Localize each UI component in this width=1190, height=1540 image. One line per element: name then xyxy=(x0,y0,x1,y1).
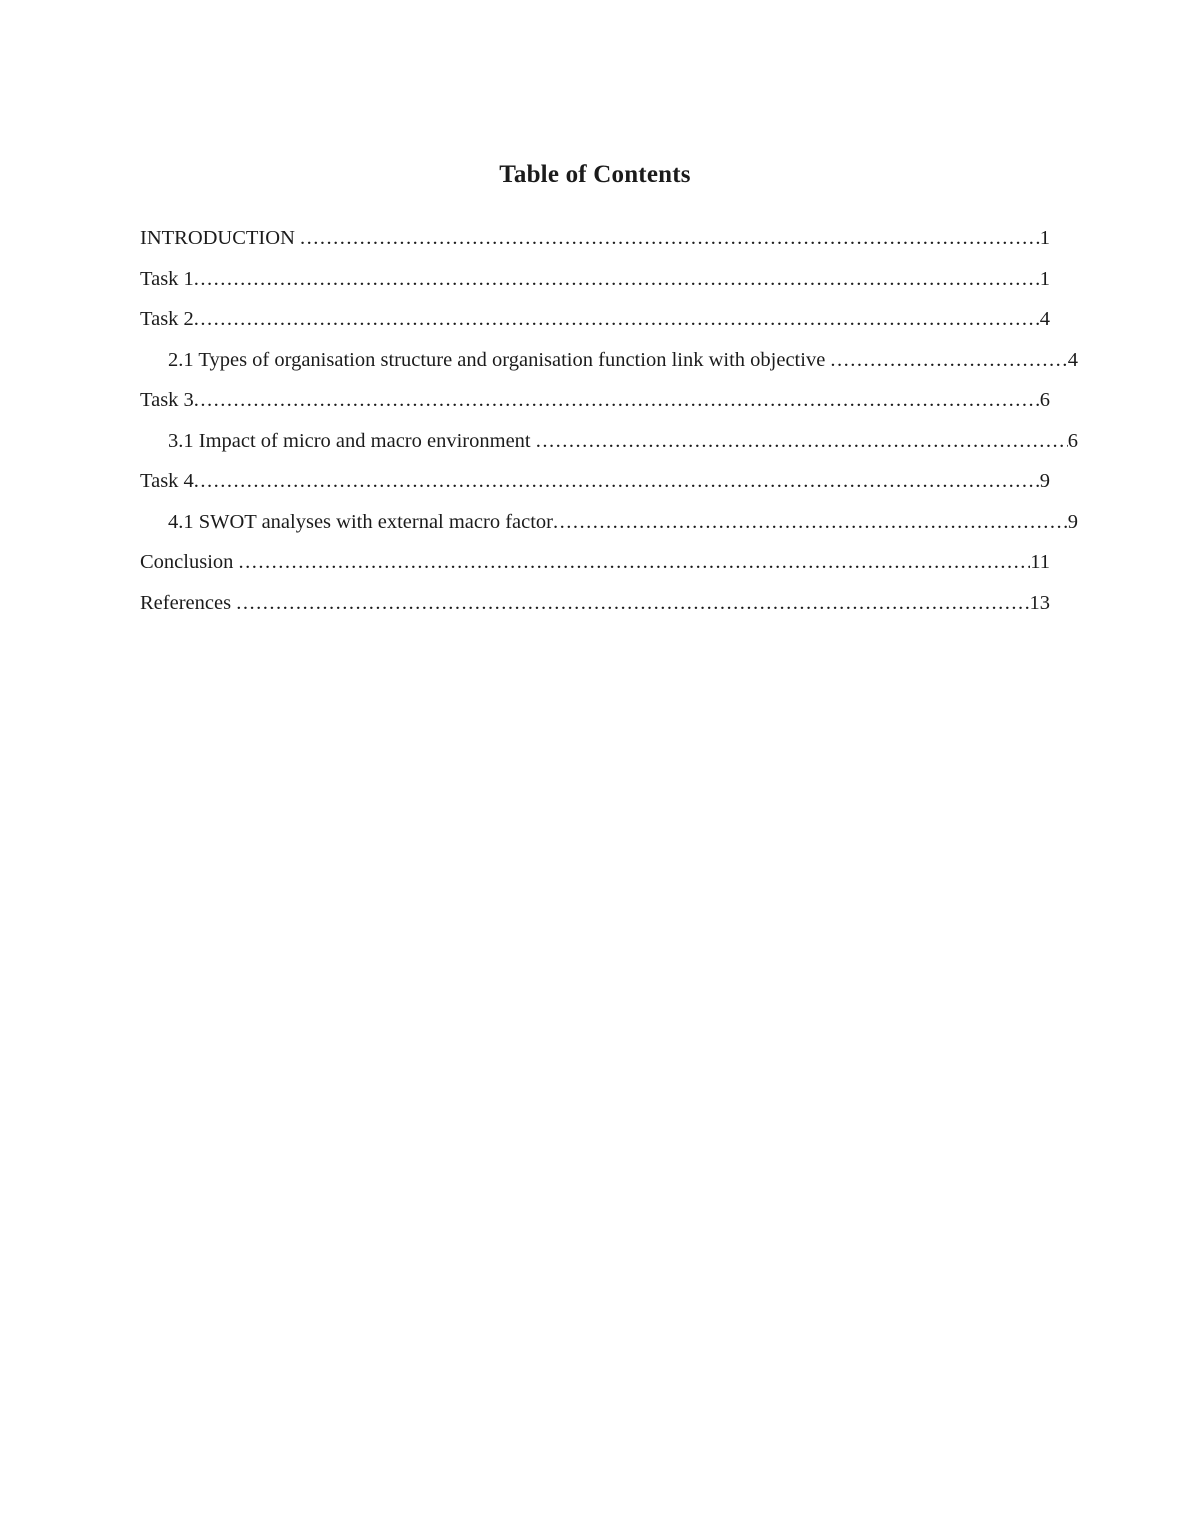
toc-entry-label: 4.1 SWOT analyses with external macro factor xyxy=(168,510,554,533)
toc-entry-label: Conclusion xyxy=(140,551,239,573)
toc-entry-page: 1 xyxy=(1039,227,1050,249)
toc-entry-page: 9 xyxy=(1067,510,1078,533)
page-title: Table of Contents xyxy=(499,161,691,188)
toc-list xyxy=(140,218,1078,623)
toc-leader-dots xyxy=(536,421,1068,462)
toc-row xyxy=(140,299,1050,340)
toc-leader-dots xyxy=(830,340,1067,381)
toc-leader-dots xyxy=(194,461,1040,502)
toc-row xyxy=(140,421,1078,462)
toc-entry-page: 4 xyxy=(1067,348,1078,371)
toc-entry-label: Task 4 xyxy=(140,470,194,492)
toc-entry-page: 1 xyxy=(1039,267,1050,290)
toc-row xyxy=(140,583,1050,624)
toc-row xyxy=(140,461,1050,502)
toc-entry-label: References xyxy=(140,591,237,614)
toc-entry-page: 4 xyxy=(1039,308,1050,330)
toc-row xyxy=(140,340,1078,381)
toc-entry-label: INTRODUCTION xyxy=(140,227,300,249)
toc-leader-dots xyxy=(553,502,1068,543)
toc-entry-page: 6 xyxy=(1067,429,1078,452)
toc-leader-dots xyxy=(194,380,1040,421)
toc-entry-label: Task 1 xyxy=(140,267,194,290)
document-page xyxy=(140,0,1078,623)
toc-leader-dots xyxy=(236,583,1029,624)
toc-entry-label: Task 2 xyxy=(140,308,194,330)
toc-leader-dots xyxy=(194,259,1040,300)
toc-entry-page: 13 xyxy=(1029,591,1050,614)
toc-entry-label: Task 3 xyxy=(140,389,194,411)
toc-leader-dots xyxy=(239,542,1031,583)
toc-leader-dots xyxy=(300,218,1040,259)
toc-entry-page: 11 xyxy=(1030,551,1050,573)
toc-entry-label: 3.1 Impact of micro and macro environment xyxy=(168,429,536,452)
toc-row xyxy=(140,259,1050,300)
toc-entry-page: 9 xyxy=(1039,470,1050,492)
toc-leader-dots xyxy=(194,299,1040,340)
toc-entry-label: 2.1 Types of organisation structure and organisation function link with objective xyxy=(168,348,831,371)
toc-entry-page: 6 xyxy=(1039,389,1050,411)
toc-row xyxy=(140,380,1050,421)
toc-row xyxy=(140,502,1078,543)
toc-row xyxy=(140,542,1050,583)
toc-row xyxy=(140,218,1050,259)
